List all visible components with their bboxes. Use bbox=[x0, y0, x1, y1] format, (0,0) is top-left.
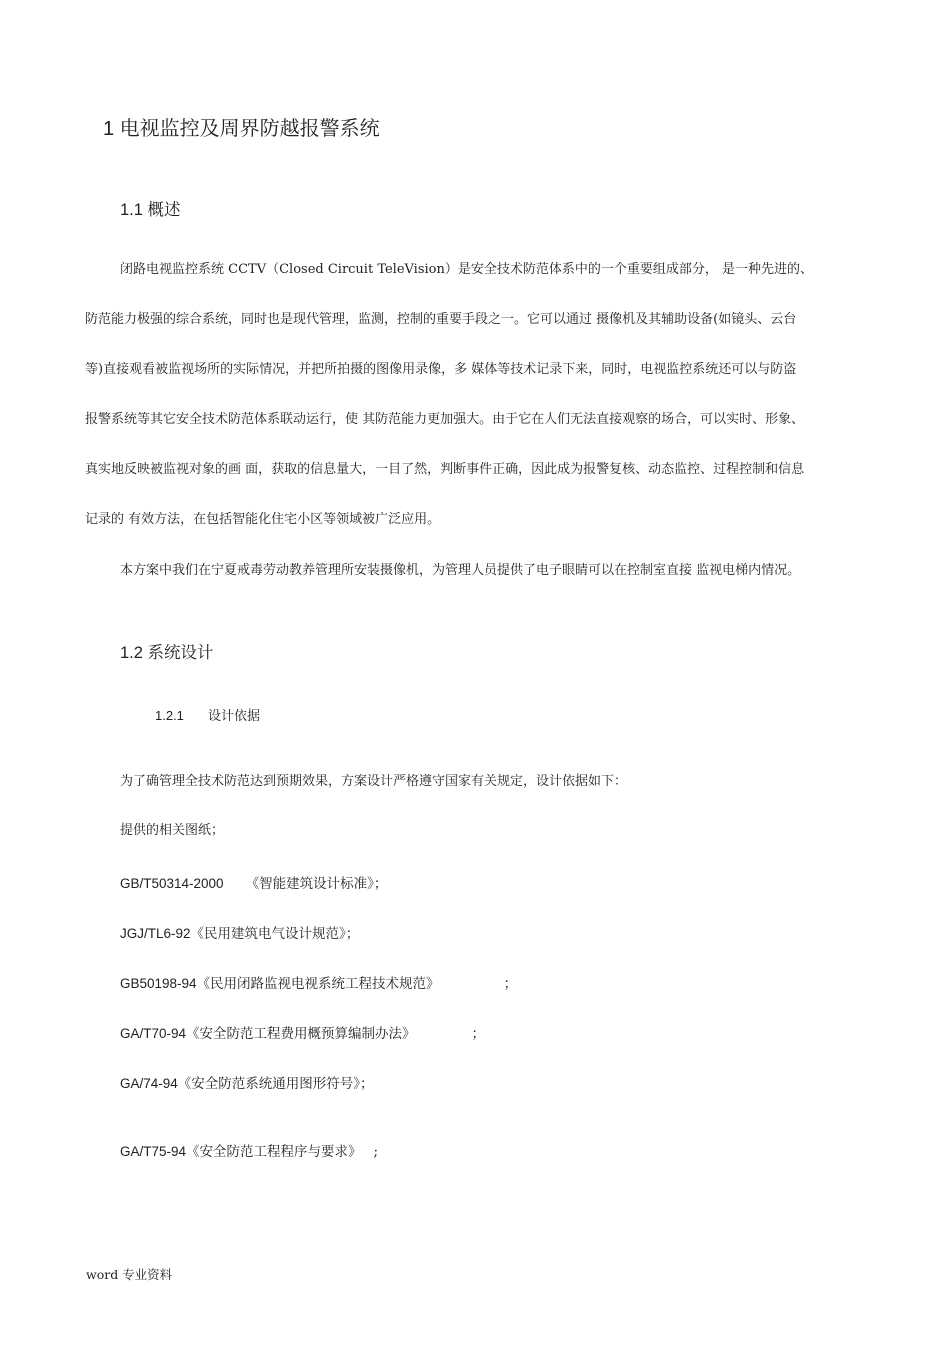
overview-line-4: 报警系统等其它安全技术防范体系联动运行，使 其防范能力更加强大。由于它在人们无法直接观察的场合，可以实时、形象、 bbox=[85, 412, 805, 427]
reference-title: 《安全防范工程程序与要求》 bbox=[186, 1144, 362, 1160]
overview-line-5: 真实地反映被监视对象的画 面，获取的信息量大，一目了然，判断事件正确，因此成为报警复核、动态监控、过程控制和信息 bbox=[85, 462, 805, 477]
subsection-title: 设计依据 bbox=[208, 709, 261, 724]
reference-code: GA/74-94 bbox=[120, 1076, 178, 1091]
reference-code: GA/T70-94 bbox=[120, 1026, 187, 1041]
overview-line-1: 闭路电视监控系统 CCTV（Closed Circuit TeleVision）是安全技术防范体系中的一个重要组成部分， 是一种先进的、 bbox=[120, 262, 814, 277]
reference-item bbox=[120, 1140, 378, 1160]
page-footer: word 专业资料 bbox=[86, 1267, 173, 1282]
reference-title: 《安全防范系统通用图形符号》； bbox=[177, 1076, 374, 1092]
overview-line-6: 记录的 有效方法，在包括智能化住宅小区等领域被广泛应用。 bbox=[85, 512, 441, 527]
overview-line-2: 防范能力极强的综合系统，同时也是现代管理，监测，控制的重要手段之一。它可以通过 摄像机及其辅助设备(如镜头、云台 bbox=[85, 312, 797, 327]
subsection-number: 1.2.1 bbox=[155, 708, 184, 723]
reference-item bbox=[120, 1022, 485, 1042]
section-heading-overview: 1.1 概述 bbox=[120, 201, 181, 219]
reference-code: GB/T50314-2000 bbox=[120, 876, 224, 891]
reference-tail: ; bbox=[373, 1144, 379, 1160]
drawings-label: 提供的相关图纸； bbox=[120, 823, 225, 838]
reference-title: 《安全防范工程费用概预算编制办法》 bbox=[186, 1026, 416, 1042]
reference-title: 《民用闭路监视电视系统工程技术规范》 bbox=[196, 976, 440, 992]
reference-item bbox=[120, 972, 517, 992]
section-heading-system-design: 1.2 系统设计 bbox=[120, 644, 214, 662]
reference-title: 《民用建筑电气设计规范》； bbox=[190, 926, 360, 942]
design-intro: 为了确管理全技术防范达到预期效果，方案设计严格遵守国家有关规定，设计依据如下： bbox=[120, 774, 628, 789]
reference-item bbox=[120, 922, 359, 942]
reference-title: 《智能建筑设计标准》； bbox=[245, 876, 388, 892]
reference-item bbox=[120, 1072, 374, 1092]
reference-code: JGJ/TL6-92 bbox=[120, 926, 191, 941]
chapter-heading: 1 电视监控及周界防越报警系统 bbox=[103, 118, 380, 140]
reference-code: GA/T75-94 bbox=[120, 1144, 187, 1159]
plan-paragraph: 本方案中我们在宁夏戒毒劳动教养管理所安装摄像机，为管理人员提供了电子眼睛可以在控制室直接 监视电梯内情况。 bbox=[120, 563, 801, 578]
overview-line-3: 等)直接观看被监视场所的实际情况，并把所拍摄的图像用录像，多 媒体等技术记录下来，同时，电视监控系统还可以与防盗 bbox=[85, 362, 797, 377]
reference-tail: ； bbox=[503, 976, 518, 992]
reference-item bbox=[120, 872, 387, 892]
reference-code: GB50198-94 bbox=[120, 976, 197, 991]
reference-tail: ； bbox=[471, 1026, 486, 1042]
subsection-heading-design-basis bbox=[155, 705, 260, 724]
